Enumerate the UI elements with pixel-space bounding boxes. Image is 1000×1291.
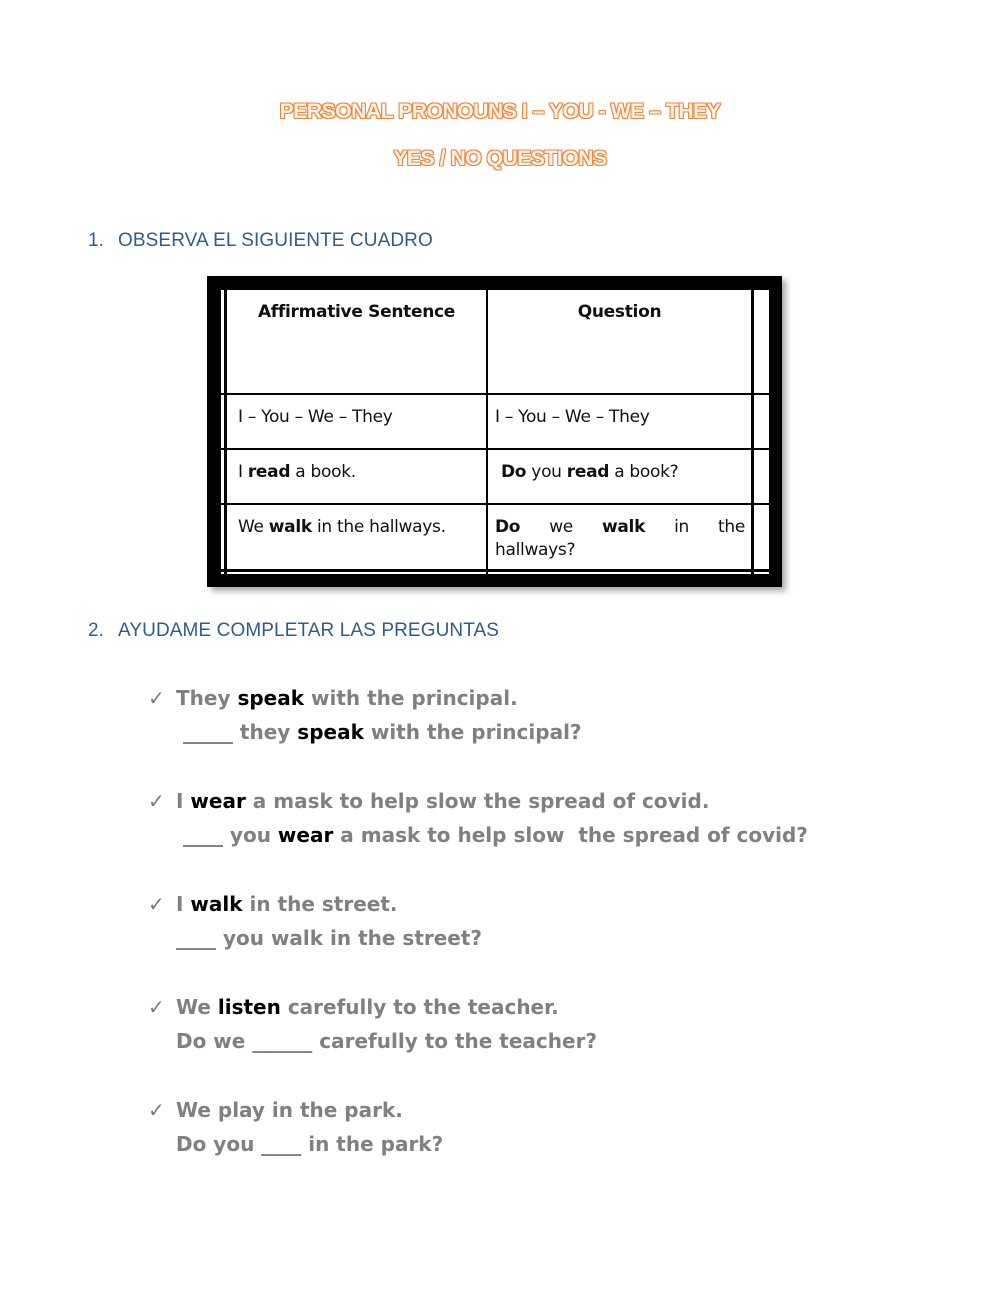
exercise-item: ✓ We play in the park. Do you ____ in the park? [148, 1093, 443, 1161]
exercise-item: ✓ We listen carefully to the teacher. Do we ______ carefully to the teacher? [148, 990, 597, 1058]
table-cell-question-read: Do you read a book? [501, 462, 679, 482]
pronoun-table-image [207, 276, 782, 587]
checkmark-icon: ✓ [148, 995, 165, 1019]
exercise-question[interactable]: _____ they speak with the principal? [176, 720, 582, 744]
worksheet-subtitle: YES / NO QUESTIONS [393, 147, 607, 170]
section-2-heading [88, 620, 499, 642]
table-cell-pronouns-question: I – You – We – They [495, 407, 650, 427]
table-cell-affirmative-read: I read a book. [238, 462, 356, 482]
section-2-number: 2. [88, 620, 105, 641]
table-header-question: Question [577, 302, 662, 322]
table-header-affirmative: Affirmative Sentence [257, 302, 456, 322]
table-cell-question-walk-line1: Do we walk in the [495, 517, 745, 537]
exercise-question[interactable]: Do we ______ carefully to the teacher? [176, 1029, 598, 1053]
exercise-question[interactable]: ____ you walk in the street? [176, 926, 483, 950]
worksheet-title: PERSONAL PRONOUNS I – YOU - WE – THEY [279, 100, 721, 123]
exercise-item: ✓ I wear a mask to help slow the spread of covid. ____ you wear a mask to help slow the spread of covid? [148, 784, 808, 852]
table-cell-question-walk-line2: hallways? [495, 540, 576, 560]
checkmark-icon: ✓ [148, 789, 165, 813]
section-1-text: OBSERVA EL SIGUIENTE CUADRO [118, 230, 433, 251]
checkmark-icon: ✓ [148, 686, 165, 710]
exercise-question[interactable]: ____ you wear a mask to help slow the spread of covid? [176, 823, 808, 847]
section-2-text: AYUDAME COMPLETAR LAS PREGUNTAS [118, 620, 500, 641]
exercise-question[interactable]: Do you ____ in the park? [176, 1132, 444, 1156]
exercise-item: ✓ They speak with the principal. _____ they speak with the principal? [148, 681, 582, 749]
checkmark-icon: ✓ [148, 1098, 165, 1122]
section-1-number: 1. [88, 230, 105, 251]
table-cell-affirmative-walk: We walk in the hallways. [238, 517, 446, 537]
table-cell-pronouns-affirmative: I – You – We – They [238, 407, 393, 427]
section-1-heading [88, 230, 433, 252]
checkmark-icon: ✓ [148, 892, 165, 916]
exercise-item: ✓ I walk in the street. ____ you walk in the street? [148, 887, 482, 955]
pronoun-table [221, 290, 769, 574]
